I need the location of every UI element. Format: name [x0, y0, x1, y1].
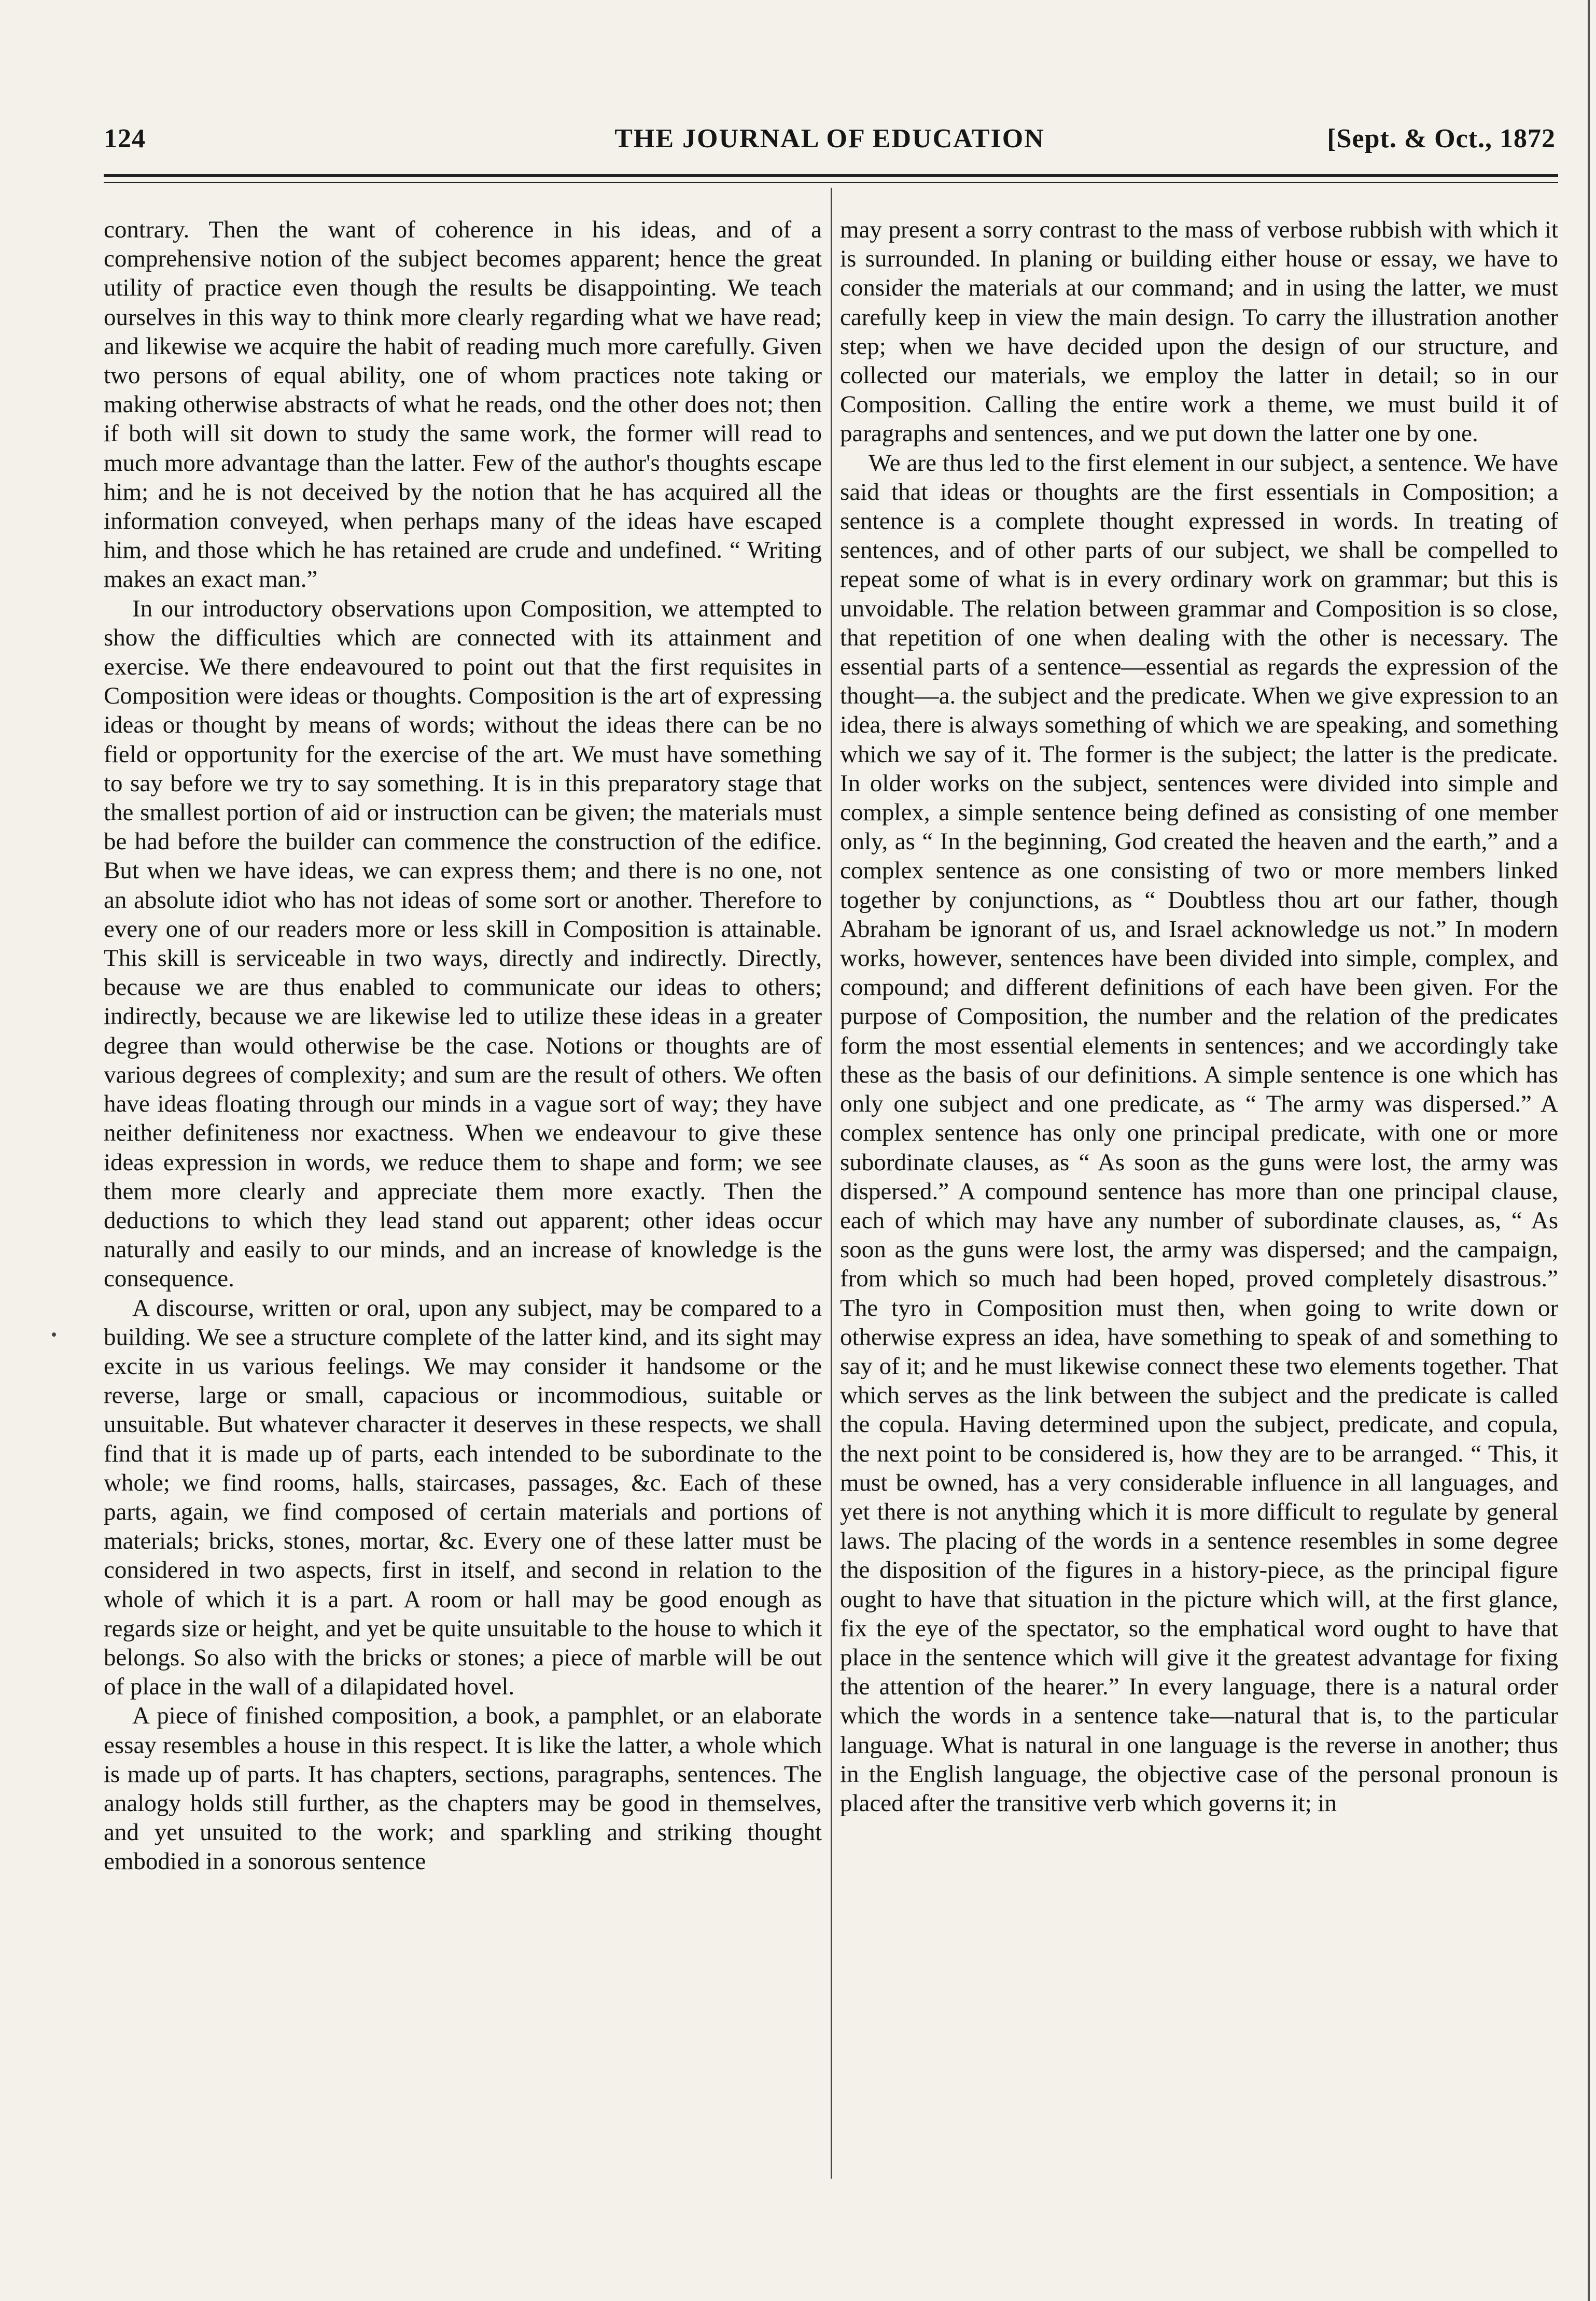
paragraph: may present a sorry contrast to the mass of verbose rubbish with which it is surrounded. In planing or building either house or essay, we have to consider the materials at our command; and in using the latter, we must carefully keep in view the main design. To carry the illustration another step; when we have decided upon the design of our structure, and collected our materials, we employ the latter in detail; so in our Composition. Calling the entire work a theme, we must build it of paragraphs and sentences, and we put down the latter one by one. — [840, 216, 1558, 447]
right-column — [840, 215, 1558, 1818]
paragraph: In our introductory observations upon Composition, we attempted to show the difficulties which are connected with its attainment and exercise. We there endeavoured to point out that the first requisites in Composition were ideas or thoughts. Composition is the art of expressing ideas or thought by means of words; without the ideas there can be no field or opportunity for the exercise of the art. We must have something to say before we try to say something. It is in this preparatory stage that the smallest portion of aid or instruction can be given; the materials must be had before the builder can commence the construction of the edifice. But when we have ideas, we can express them; and there is no one, not an absolute idiot who has not ideas of some sort or another. Therefore to every one of our readers more or less skill in Composition is attainable. This skill is serviceable in two ways, directly and indirectly. Directly, because we are thus enabled to communicate our ideas to others; indirectly, because we are likewise led to utilize these ideas in a greater degree than would otherwise be the case. Notions or thoughts are of various degrees of complexity; and sum are the result of others. We often have ideas floating through our minds in a vague sort of way; they have neither definiteness nor exactness. When we endeavour to give these ideas expression in words, we reduce them to shape and form; we see them more clearly and appreciate them more exactly. Then the deductions to which they lead stand out apparent; other ideas occur naturally and easily to our minds, and an increase of knowledge is the consequence. — [104, 595, 822, 1293]
page-header — [104, 123, 1556, 160]
paragraph: A piece of finished composition, a book, a pamphlet, or an elaborate essay resembles a house in this respect. It is like the latter, a whole which is made up of parts. It has chapters, sections, paragraphs, sentences. The analogy holds still further, as the chapters may be good in themselves, and yet unsuited to the work; and sparkling and striking thought embodied in a sonorous sentence — [104, 1702, 822, 1875]
column-divider — [831, 188, 832, 2179]
page-number: 124 — [104, 124, 146, 153]
paragraph: contrary. Then the want of coherence in his ideas, and of a comprehensive notion of the subject becomes apparent; hence the great utility of practice even though the results be disappointing. We teach ourselves in this way to think more clearly regarding what we have read; and likewise we acquire the habit of reading much more carefully. Given two persons of equal ability, one of whom practices note taking or making otherwise abstracts of what he reads, ond the other does not; then if both will sit down to study the same work, the former will read to much more advantage than the latter. Few of the author's thoughts escape him; and he is not deceived by the notion that he has acquired all the information conveyed, when perhaps many of the ideas have escaped him, and those which he has retained are crude and undefined. “ Writing makes an exact man.” — [104, 216, 822, 593]
header-rule-thick — [104, 174, 1558, 177]
page-edge — [1588, 0, 1590, 2301]
header-rule-thin — [104, 182, 1558, 183]
issue-date: [Sept. & Oct., 1872 — [1327, 124, 1556, 153]
paragraph: We are thus led to the first element in our subject, a sentence. We have said that ideas or thoughts are the first essentials in Composition; a sentence is a complete thought expressed in words. In treating of sentences, and of other parts of our subject, we shall be compelled to repeat some of what is in every ordinary work on grammar; but this is unvoidable. The relation between grammar and Composition is so close, that repetition of one when dealing with the other is necessary. The essential parts of a sentence—essential as regards the expression of the thought—a. the subject and the predicate. When we give expression to an idea, there is always something of which we are speaking, and something which we say of it. The former is the subject; the latter is the predicate. In older works on the subject, sentences were divided into simple and complex, a simple sentence being defined as consisting of one member only, as “ In the beginning, God created the heaven and the earth,” and a complex sentence as one consisting of two or more members linked together by conjunctions, as “ Doubtless thou art our father, though Abraham be ignorant of us, and Israel acknowledge us not.” In modern works, however, sentences have been divided into simple, complex, and compound; and different definitions of each have been given. For the purpose of Composition, the number and the relation of the predicates form the most essential elements in sentences; and we accordingly take these as the basis of our definitions. A simple sentence is one which has only one subject and one predicate, as “ The army was dispersed.” A complex sentence has only one principal predicate, with one or more subordinate clauses, as “ As soon as the guns were lost, the army was dispersed.” A compound sentence has more than one principal clause, each of which may have any number of subordinate clauses, as, “ As soon as the guns were lost, the army was dispersed; and the campaign, from which so much had been hoped, proved completely disastrous.” The tyro in Composition must then, when going to write down or otherwise express an idea, have something to speak of and something to say of it; and he must likewise connect these two elements together. That which serves as the link between the subject and the predicate is called the copula. Having determined upon the subject, predicate, and copula, the next point to be considered is, how they are to be arranged. “ This, it must be owned, has a very considerable influence in all languages, and yet there is not anything which it is more difficult to regulate by general laws. The placing of the words in a sentence resembles in some degree the disposition of the figures in a history-piece, as the principal figure ought to have that situation in the picture which will, at the first glance, fix the eye of the spectator, so the emphatical word ought to have that place in the sentence which will give it the greatest advantage for fixing the attention of the hearer.” In every language, there is a natural order which the words in a sentence take—natural that is, to the particular language. What is natural in one language is the reverse in another; thus in the English language, the objective case of the personal pronoun is placed after the transitive verb which governs it; in — [840, 449, 1558, 1817]
journal-title: THE JOURNAL OF EDUCATION — [614, 124, 1045, 153]
paragraph: A discourse, written or oral, upon any subject, may be compared to a building. We see a structure complete of the latter kind, and its sight may excite in us various feelings. We may consider it handsome or the reverse, large or small, capacious or incommodious, suitable or unsuitable. But whatever character it deserves in these respects, we shall find that it is made up of parts, each intended to be subordinate to the whole; we find rooms, halls, staircases, passages, &c. Each of these parts, again, we find composed of certain materials and portions of materials; bricks, stones, mortar, &c. Every one of these latter must be considered in two aspects, first in itself, and second in relation to the whole of which it is a part. A room or hall may be good enough as regards size or height, and yet be quite unsuitable to the house to which it belongs. So also with the bricks or stones; a piece of marble will be out of place in the wall of a dilapidated hovel. — [104, 1294, 822, 1701]
left-column — [104, 215, 822, 1876]
margin-mark — [52, 1332, 56, 1337]
